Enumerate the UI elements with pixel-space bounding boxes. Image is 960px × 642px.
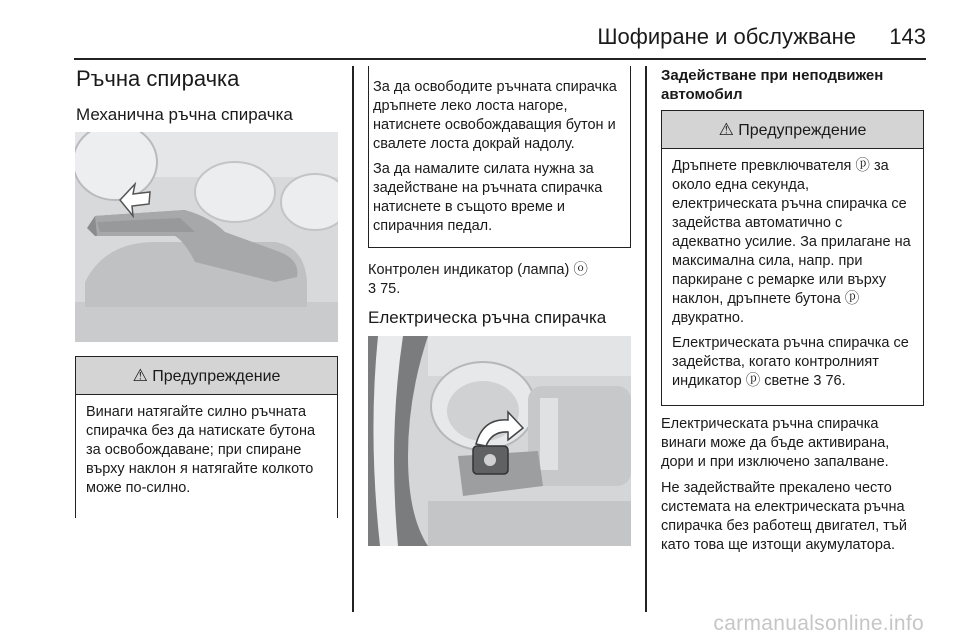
body-paragraph-activation: Електрическата ръчна спирачка винаги може да бъде активирана, дори и при изключено запалване.	[661, 416, 890, 470]
warning-header	[662, 111, 923, 149]
watermark: carmanualsonline.info	[713, 612, 924, 635]
warning-paragraph: Дръпнете превключвателя ⓟ за около една секунда, електрическата ръчна спирачка се задейства автоматично с адекватно усилие. За прилагане на максимална сила, напр. при паркиране с ремарке или върху наклон, дръпнете бутона ⓟ двукратно.	[672, 158, 911, 326]
warning-box-left	[75, 356, 338, 518]
release-instruction: За да освободите ръчната спирачка дръпнете леко лоста нагоре, натиснете освобождаващия бутон и свалете лоста докрай надолу.	[373, 79, 617, 152]
indicator-page-ref: 3 75.	[368, 281, 401, 297]
pedal-instruction: За да намалите силата нужна за задействане на ръчната спирачка натиснете в същото време и спирачния педал.	[373, 161, 603, 234]
warning-triangle-icon: ⚠	[132, 366, 148, 385]
header-rule	[74, 58, 926, 60]
warning-title: Предупреждение	[738, 122, 867, 139]
section-heading: Ръчна спирачка	[76, 66, 240, 91]
warning-paragraph: Електрическата ръчна спирачка се задейства, когато контролният индикатор ⓟ светне 3 76.	[672, 335, 909, 389]
indicator-paragraph	[368, 261, 631, 299]
subsection-heading-mechanical: Механична ръчна спирачка	[76, 105, 293, 124]
parking-brake-lever-illustration	[75, 132, 338, 342]
electric-brake-switch-illustration	[368, 336, 631, 546]
warning-triangle-icon: ⚠	[718, 120, 734, 139]
column-divider-right	[645, 66, 647, 612]
column-divider-left	[352, 66, 354, 612]
warning-header	[76, 357, 337, 395]
body-paragraph-battery: Не задействайте прекалено често системата на електрическата ръчна спирачка без работещ двигател, тъй като това ще изтощи акумулатора.	[661, 480, 907, 553]
page-number: 143	[889, 24, 926, 49]
stationary-heading: Задействане при неподвижен автомобил	[661, 67, 884, 103]
subsection-heading-electric: Електрическа ръчна спирачка	[368, 308, 607, 327]
release-instructions-box	[368, 66, 631, 248]
warning-box-right	[661, 110, 924, 406]
parking-brake-lever-photo	[75, 132, 338, 342]
indicator-text: Контролен индикатор (лампа) ⓞ	[368, 262, 588, 278]
electric-parking-brake-switch-photo	[368, 336, 631, 546]
running-header-title: Шофиране и обслужване	[597, 24, 856, 49]
warning-title: Предупреждение	[152, 368, 281, 385]
warning-text: Винаги натягайте силно ръчната спирачка без да натискате бутона за освобождаване; при спиране върху наклон я натягайте колкото може по-силно.	[86, 404, 316, 496]
